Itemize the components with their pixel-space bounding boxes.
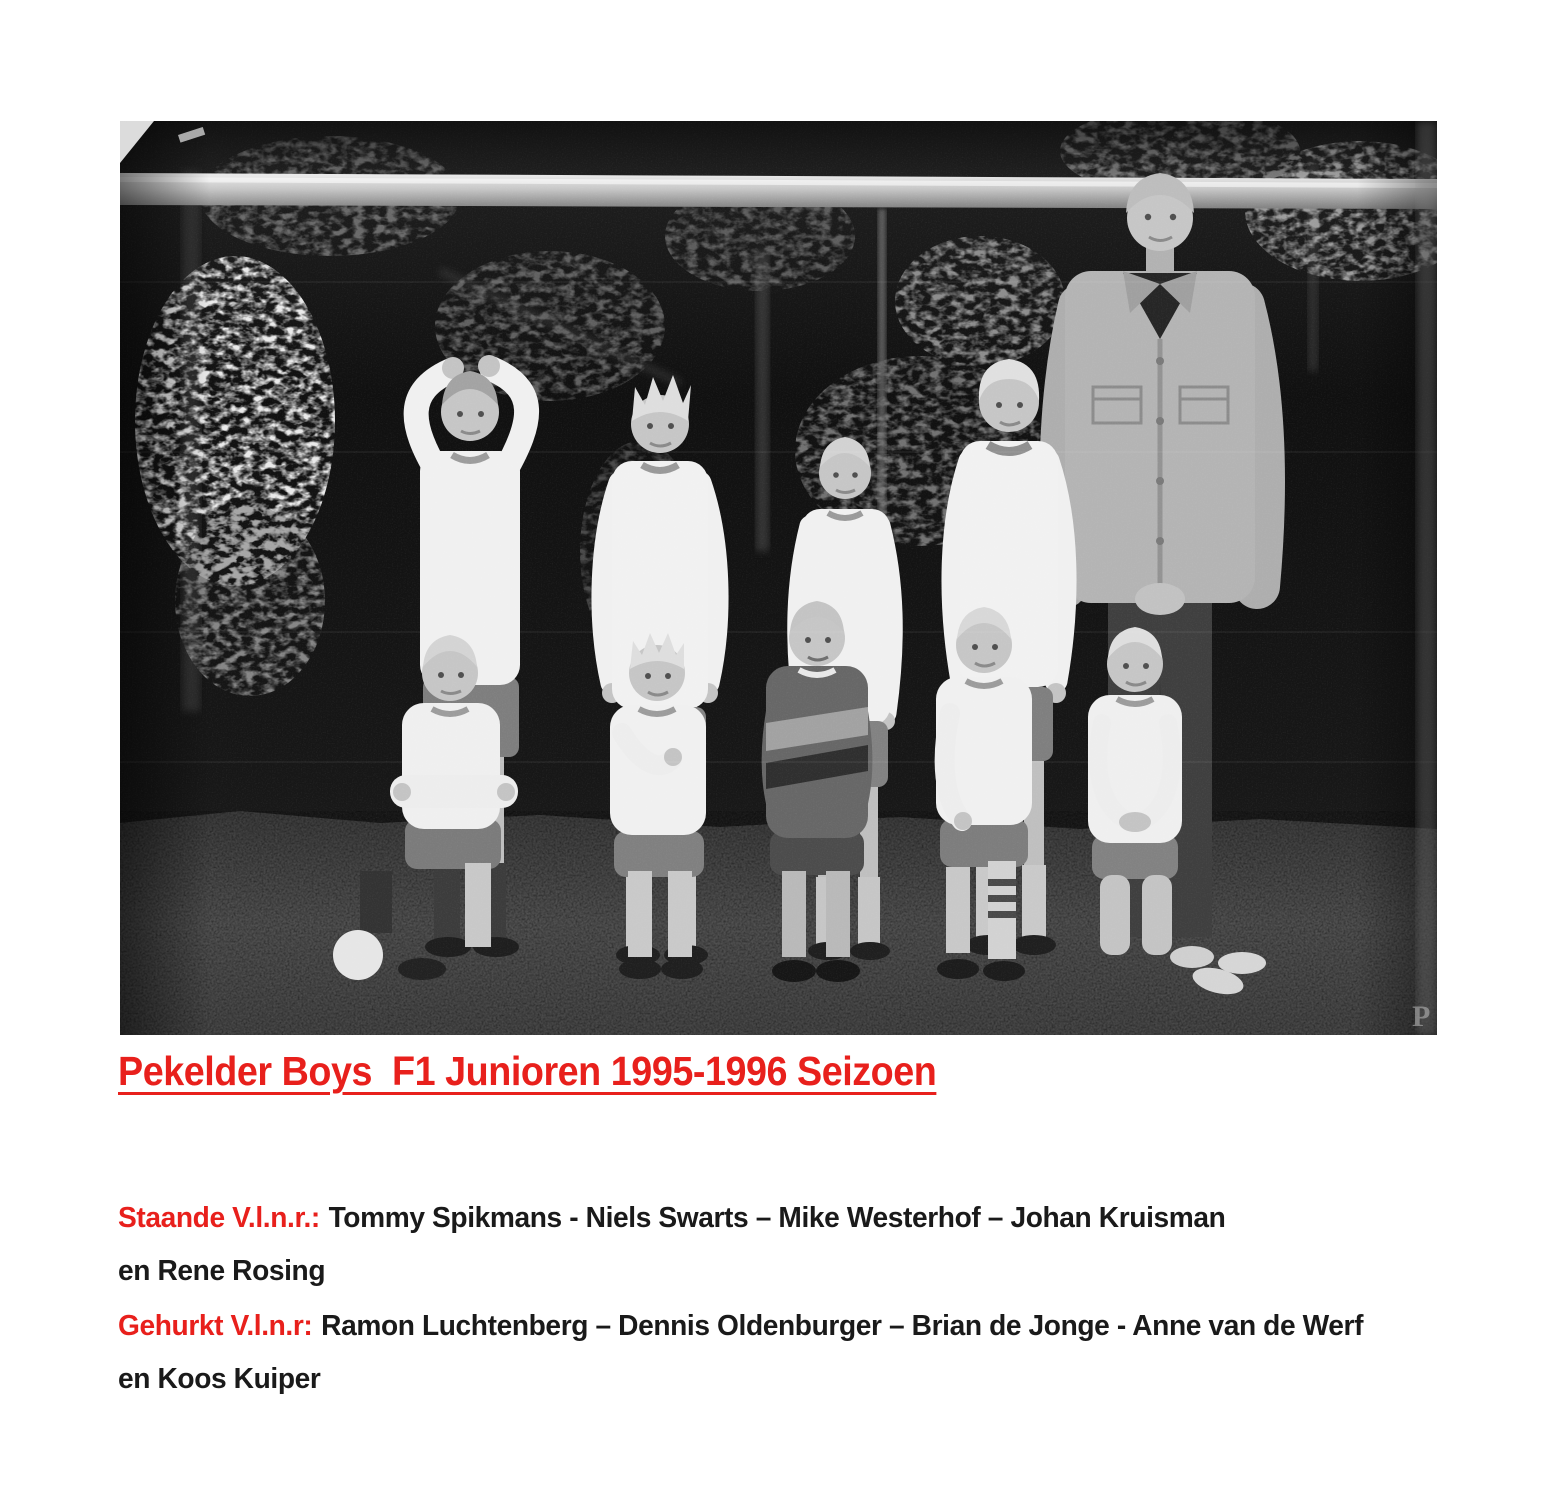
team-photo	[120, 121, 1437, 1035]
caption-staande-names: Tommy Spikmans - Niels Swarts – Mike Westerhof – Johan Kruisman	[328, 1202, 1226, 1234]
team-photo-illustration	[120, 121, 1437, 1035]
caption-gehurkt-line2: en Koos Kuiper	[118, 1363, 321, 1395]
photo-watermark: P	[1412, 1000, 1431, 1033]
caption-staande	[118, 1192, 1225, 1298]
caption-gehurkt-lead: Gehurkt V.l.n.r:	[118, 1310, 313, 1342]
caption-gehurkt-names: Ramon Luchtenberg – Dennis Oldenburger – Brian de Jonge - Anne van de Werf	[321, 1310, 1364, 1342]
caption-staande-lead: Staande V.l.n.r.:	[118, 1202, 320, 1234]
caption-staande-line2: en Rene Rosing	[118, 1255, 326, 1287]
page-title: Pekelder Boys F1 Junioren 1995-1996 Seizoen	[118, 1048, 937, 1094]
photo-grain	[120, 121, 1437, 1035]
caption-gehurkt	[118, 1300, 1363, 1406]
